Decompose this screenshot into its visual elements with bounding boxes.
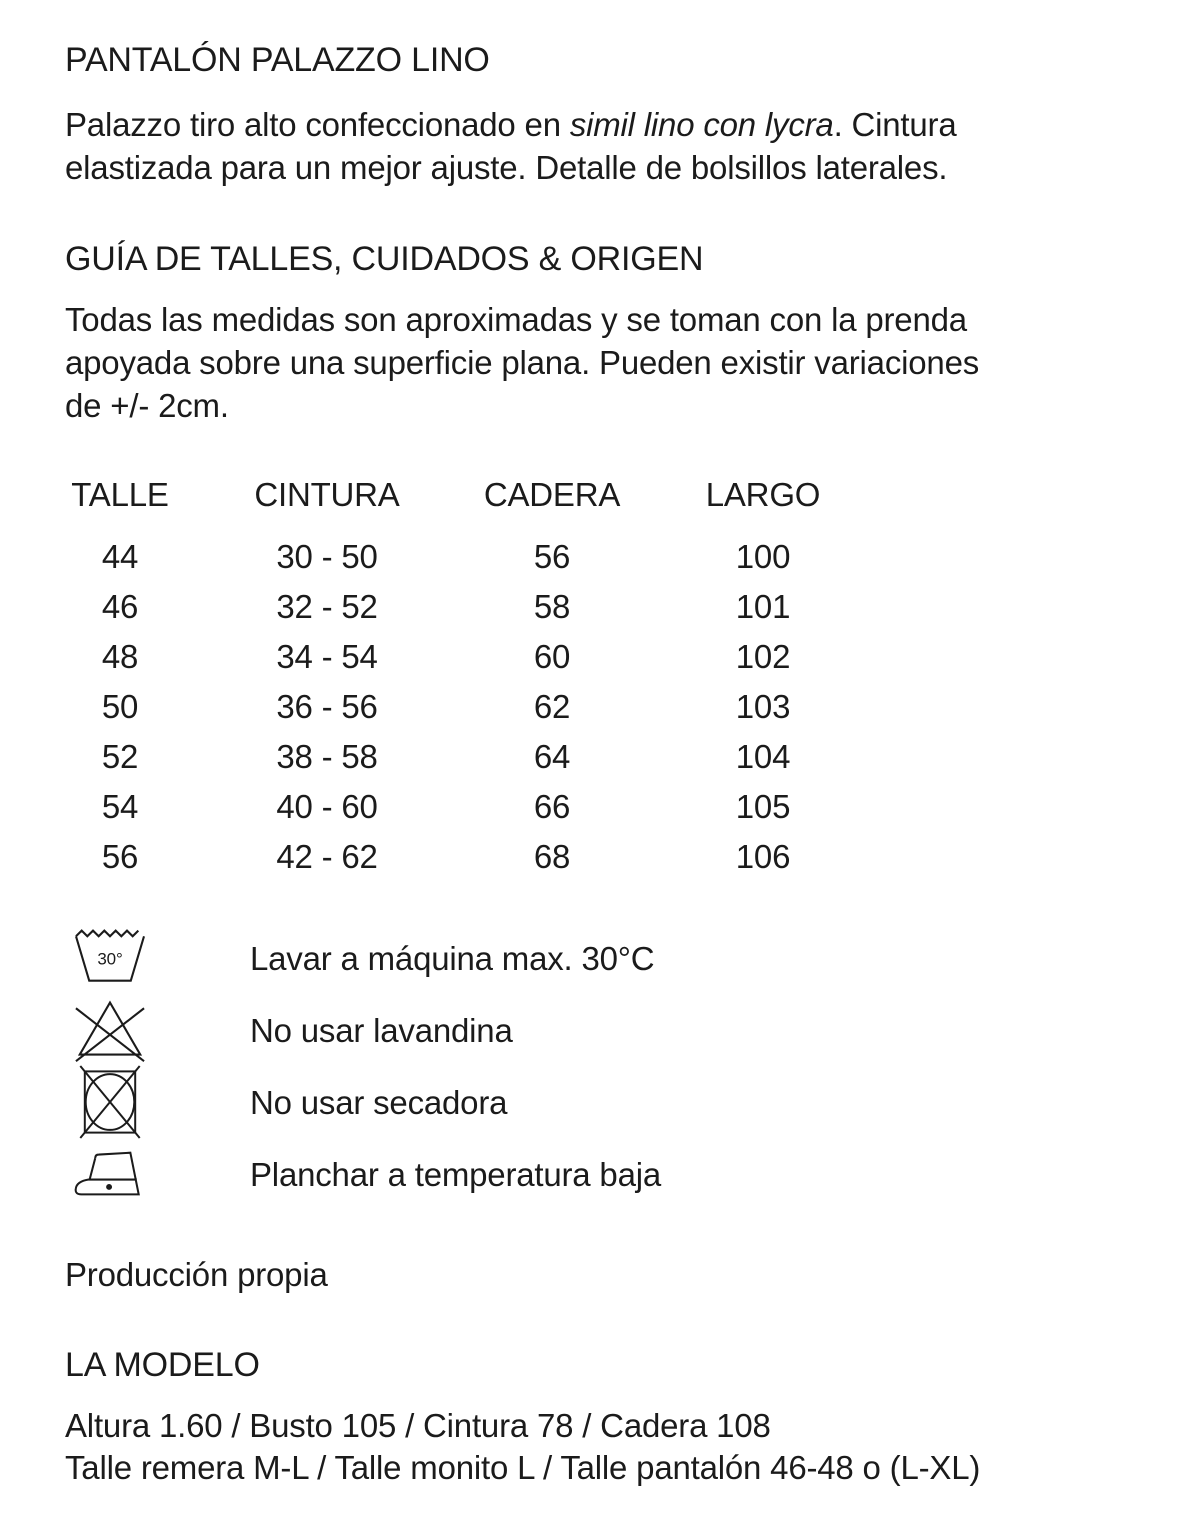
origin-text: Producción propia (65, 1256, 328, 1293)
size-cell: 40 - 60 (276, 788, 378, 825)
size-row (65, 532, 1145, 582)
size-cell: 101 (735, 588, 791, 625)
size-cell: 30 - 50 (276, 538, 378, 575)
care-item (65, 922, 1145, 994)
model-measurements-line: Altura 1.60 / Busto 105 / Cintura 78 / Cadera 108 (65, 1407, 771, 1444)
column-header-largo: LARGO (705, 476, 821, 513)
size-cell: 104 (735, 738, 791, 775)
section-heading-model: LA MODELO (65, 1346, 260, 1384)
care-label: No usar secadora (250, 1083, 508, 1121)
note-line: apoyada sobre una superficie plana. Pueden existir variaciones (65, 344, 980, 381)
column-header-cadera: CADERA (483, 476, 621, 513)
product-description (65, 103, 1145, 189)
care-label: Lavar a máquina max. 30°C (250, 939, 655, 977)
model-measurements-line: Talle remera M-L / Talle monito L / Talle pantalón 46-48 o (L-XL) (65, 1449, 981, 1486)
iron-low-icon (65, 1149, 155, 1199)
size-cell: 106 (735, 838, 791, 875)
size-row (65, 632, 1145, 682)
size-cell: 66 (533, 788, 571, 825)
care-item (65, 1066, 1145, 1138)
description-line (65, 103, 1145, 146)
page-title: PANTALÓN PALAZZO LINO (65, 41, 490, 79)
size-cell: 50 (101, 688, 139, 725)
size-cell: 64 (533, 738, 571, 775)
size-cell: 44 (101, 538, 139, 575)
no-bleach-icon (65, 995, 155, 1065)
size-guide-note (65, 298, 1145, 427)
size-table (65, 475, 1145, 882)
size-cell: 60 (533, 638, 571, 675)
size-cell: 46 (101, 588, 139, 625)
column-header-talle: TALLE (71, 476, 169, 513)
no-tumble-dry-icon (65, 1064, 155, 1140)
size-cell: 62 (533, 688, 571, 725)
note-line: de +/- 2cm. (65, 387, 229, 424)
size-cell: 38 - 58 (276, 738, 378, 775)
size-row (65, 832, 1145, 882)
size-row (65, 582, 1145, 632)
product-info-page (0, 40, 1200, 1489)
size-cell: 32 - 52 (276, 588, 378, 625)
size-cell: 54 (101, 788, 139, 825)
size-row (65, 682, 1145, 732)
size-cell: 103 (735, 688, 791, 725)
care-instructions-list (65, 922, 1145, 1210)
description-fabric-italic: simil lino con lycra (569, 106, 834, 143)
size-cell: 52 (101, 738, 139, 775)
care-item (65, 994, 1145, 1066)
size-cell: 36 - 56 (276, 688, 378, 725)
column-header-cintura: CINTURA (254, 476, 400, 513)
size-cell: 100 (735, 538, 791, 575)
description-text: Palazzo tiro alto confeccionado en (65, 106, 570, 143)
size-table-header (65, 475, 1145, 515)
section-heading-size-guide: GUÍA DE TALLES, CUIDADOS & ORIGEN (65, 240, 704, 278)
size-cell: 56 (533, 538, 571, 575)
description-line: elastizada para un mejor ajuste. Detalle de bolsillos laterales. (65, 149, 948, 186)
size-row (65, 732, 1145, 782)
svg-text:30°: 30° (97, 949, 123, 969)
size-cell: 58 (533, 588, 571, 625)
machine-wash-30-icon (65, 924, 155, 992)
size-cell: 56 (101, 838, 139, 875)
note-line: Todas las medidas son aproximadas y se toman con la prenda (65, 301, 967, 338)
size-cell: 34 - 54 (276, 638, 378, 675)
size-cell: 105 (735, 788, 791, 825)
size-cell: 42 - 62 (276, 838, 378, 875)
size-table-body (65, 532, 1145, 882)
care-item (65, 1138, 1145, 1210)
size-row (65, 782, 1145, 832)
model-measurements (65, 1405, 1145, 1489)
care-label: No usar lavandina (250, 1011, 513, 1049)
care-label: Planchar a temperatura baja (250, 1155, 662, 1193)
description-text: . Cintura (833, 106, 957, 143)
size-cell: 102 (735, 638, 791, 675)
size-cell: 68 (533, 838, 571, 875)
size-cell: 48 (101, 638, 139, 675)
